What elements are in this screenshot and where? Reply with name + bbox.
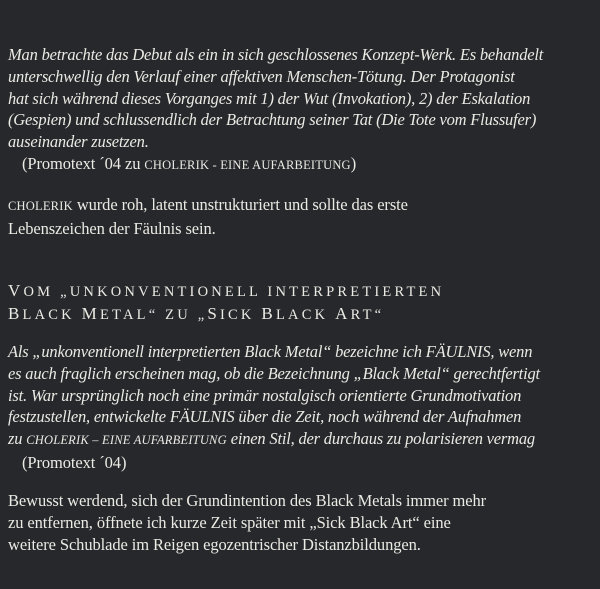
closing-line: Bewusst werdend, sich der Grundintention des Black Metals immer mehr	[8, 491, 487, 510]
quote-line: es auch fraglich erscheinen mag, ob die Bezeichnung „Black Metal“ gerechtfertigt	[8, 363, 540, 383]
album-name: CHOLERIK	[8, 199, 73, 213]
section-heading	[8, 280, 598, 326]
quote-last-suffix: einen Stil, der durchaus zu polarisieren vermag	[226, 429, 535, 449]
quote-paragraph	[8, 341, 598, 474]
heading-line: BLACK METAL“ ZU „SICK BLACK ART“	[8, 304, 385, 323]
intro-paragraph	[8, 44, 598, 177]
heading-line: VOM „UNKONVENTIONELL INTERPRETIERTEN	[8, 281, 445, 300]
cholerik-text: wurde roh, latent unstrukturiert und sollte das erste	[72, 195, 408, 214]
quote-last-prefix: zu	[8, 429, 27, 449]
intro-citation	[8, 153, 598, 177]
quote-album-title: CHOLERIK – EINE AUFARBEITUNG	[26, 433, 227, 448]
intro-line: auseinander zusetzen.	[8, 132, 149, 152]
cholerik-line	[8, 194, 598, 218]
citation-suffix: )	[350, 153, 357, 173]
quote-line: ist. War ursprünglich noch eine primär nostalgisch orientierte Grundmotivation	[8, 385, 522, 405]
intro-line: unterschwellig den Verlauf einer affektiven Menschen-Tötung. Der Protagonist	[8, 66, 515, 86]
intro-line: (Gespien) und schlussendlich der Betrachtung seiner Tat (Die Tote vom Flussufer)	[8, 110, 537, 130]
citation-album-title: CHOLERIK - EINE AUFARBEITUNG	[144, 157, 351, 172]
cholerik-paragraph	[8, 194, 598, 240]
citation-prefix: (Promotext ´04 zu	[22, 153, 145, 173]
quote-citation: (Promotext ´04)	[22, 452, 127, 472]
intro-line: hat sich während dieses Vorganges mit 1) der Wut (Invokation), 2) der Eskalation	[8, 88, 531, 108]
quote-line	[8, 428, 598, 452]
quote-line: festzustellen, entwickelte FÄULNIS über die Zeit, noch während der Aufnahmen	[8, 407, 522, 427]
quote-line: Als „unkonventionell interpretierten Black Metal“ bezeichne ich FÄULNIS, wenn	[8, 342, 533, 361]
closing-line: zu entfernen, öffnete ich kurze Zeit später mit „Sick Black Art“ eine	[8, 512, 451, 532]
cholerik-line: Lebenszeichen der Fäulnis sein.	[8, 218, 216, 238]
closing-paragraph	[8, 490, 598, 555]
closing-line: weitere Schublade im Reigen egozentrischer Distanzbildungen.	[8, 534, 421, 554]
intro-line: Man betrachte das Debut als ein in sich geschlossenes Konzept-Werk. Es behandelt	[8, 45, 544, 64]
